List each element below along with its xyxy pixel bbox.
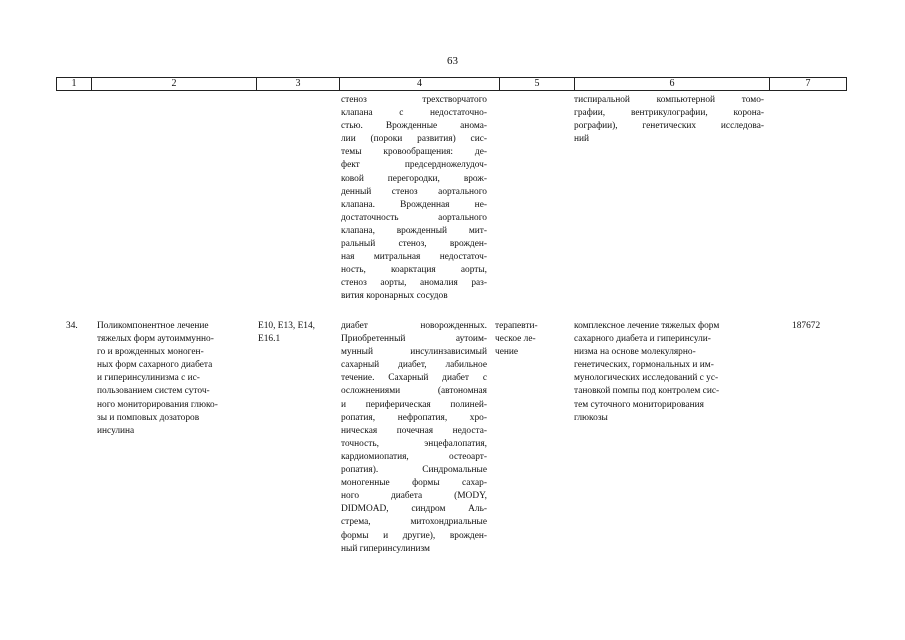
cell-text-line: стью. Врожденные анома- bbox=[341, 121, 487, 132]
cost-value-cell: 187672 bbox=[792, 321, 821, 331]
cell-text-line: инсулина bbox=[97, 425, 135, 436]
cell-text-line: тановкой помпы под контролем сис- bbox=[574, 386, 720, 397]
cell-text-line: рографии), генетических исследова- bbox=[574, 121, 764, 132]
cell-text-line: глюкозы bbox=[574, 412, 608, 423]
cell-text-line: денный стеноз аортального bbox=[341, 186, 487, 197]
cell-text-line: тяжелых форм аутоиммунно- bbox=[97, 334, 214, 345]
cell-text-line: ных форм сахарного диабета bbox=[97, 360, 213, 371]
cell-text-line: и гиперинсулинизма с ис- bbox=[97, 373, 200, 384]
cell-text-line: стрема, митохондриальные bbox=[341, 517, 487, 528]
icd-codes-cell bbox=[258, 320, 334, 346]
column-header-3: 3 bbox=[256, 78, 339, 90]
cell-text-line: вития коронарных сосудов bbox=[341, 291, 448, 302]
cell-text-line: сахарного диабета и гиперинсули- bbox=[574, 334, 711, 345]
cell-text-line: низма на основе молекулярно- bbox=[574, 347, 696, 358]
cell-text-line: фект предсердножелудоч- bbox=[341, 160, 487, 171]
cell-text-line: стеноз трехстворчатого bbox=[341, 95, 487, 105]
cell-text-line: генетических, гормональных и им- bbox=[574, 360, 714, 371]
treatment-type-cell bbox=[495, 320, 555, 359]
cell-text-line: мунологических исследований с ус- bbox=[574, 373, 719, 384]
cell-text-line: графии, вентрикулографии, корона- bbox=[574, 108, 764, 119]
treatment-method-cell bbox=[574, 320, 764, 425]
cell-text-line: Поликомпонентное лечение bbox=[97, 321, 209, 331]
column-header-5: 5 bbox=[499, 78, 574, 90]
cell-text-line: Приобретенный аутоим- bbox=[341, 334, 487, 345]
cell-text-line: клапана с недостаточно- bbox=[341, 108, 487, 119]
column-header-1: 1 bbox=[56, 78, 91, 90]
column-header-2: 2 bbox=[91, 78, 256, 90]
cell-text-line: моногенные формы сахар- bbox=[341, 478, 487, 489]
cell-text-line: клапана, врожденный мит- bbox=[341, 225, 487, 236]
cell-text-line: ническая почечная недоста- bbox=[341, 425, 487, 436]
cell-text-line: E16.1 bbox=[258, 334, 281, 345]
cell-text-line: тем суточного мониторирования bbox=[574, 399, 704, 410]
cell-text-line: течение. Сахарный диабет с bbox=[341, 373, 487, 384]
page-number: 63 bbox=[447, 55, 458, 67]
treatment-name-cell bbox=[97, 320, 252, 438]
cell-text-line: ность, коарктация аорты, bbox=[341, 265, 487, 276]
cell-text-line: лии (пороки развития) сис- bbox=[341, 134, 487, 145]
cell-text-line: точность, энцефалопатия, bbox=[341, 438, 487, 449]
cell-text-line: ного мониторирования глюко- bbox=[97, 399, 218, 410]
cell-text-line: достаточность аортального bbox=[341, 212, 487, 223]
cell-text-line: тиспиральной компьютерной томо- bbox=[574, 95, 764, 105]
cell-text-line: и периферическая полиней- bbox=[341, 399, 487, 410]
cell-text-line: чение bbox=[495, 347, 519, 358]
cell-text-line: ковой перегородки, врож- bbox=[341, 173, 487, 184]
cell-text-line: ропатия, нефропатия, хро- bbox=[341, 412, 487, 423]
cell-text-line: сахарный диабет, лабильное bbox=[341, 360, 487, 371]
column-header-4: 4 bbox=[339, 78, 499, 90]
column-header-6: 6 bbox=[574, 78, 769, 90]
cell-text-line: ный гиперинсулинизм bbox=[341, 543, 430, 554]
column-header-7: 7 bbox=[769, 78, 847, 90]
cell-text-line: ропатия). Синдромальные bbox=[341, 465, 487, 476]
cell-text-line: DIDMOAD, синдром Аль- bbox=[341, 504, 487, 515]
cell-text-line: формы и другие), врожден- bbox=[341, 530, 487, 541]
cell-text-line: темы кровообращения: де- bbox=[341, 147, 487, 158]
diagnosis-cell bbox=[341, 320, 487, 556]
cell-text-line: ная митральная недостаточ- bbox=[341, 252, 487, 263]
cell-text-line: осложнениями (автономная bbox=[341, 386, 487, 397]
cell-text-line: E10, E13, E14, bbox=[258, 321, 316, 331]
cell-text-line: кардиомиопатия, остеоарт- bbox=[341, 451, 487, 462]
cell-text-line: ний bbox=[574, 134, 590, 145]
continuation-diagnosis-cell bbox=[341, 94, 487, 304]
cell-text-line: го и врожденных моноген- bbox=[97, 347, 204, 358]
cell-text-line: комплексное лечение тяжелых форм bbox=[574, 321, 720, 331]
cell-text-line: ральный стеноз, врожден- bbox=[341, 239, 487, 250]
cell-text-line: терапевти- bbox=[495, 321, 538, 331]
cell-text-line: ного диабета (MODY, bbox=[341, 491, 487, 502]
continuation-method-cell bbox=[574, 94, 764, 146]
cell-text-line: стеноз аорты, аномалия раз- bbox=[341, 278, 487, 289]
cell-text-line: зы и помповых дозаторов bbox=[97, 412, 200, 423]
table-header-row bbox=[56, 77, 847, 91]
cell-text-line: пользованием систем суточ- bbox=[97, 386, 210, 397]
cell-text-line: диабет новорожденных. bbox=[341, 321, 487, 331]
cell-text-line: мунный инсулинзависимый bbox=[341, 347, 487, 358]
row-number: 34. bbox=[66, 321, 78, 331]
cell-text-line: клапана. Врожденная не- bbox=[341, 199, 487, 210]
cell-text-line: ческое ле- bbox=[495, 334, 536, 345]
